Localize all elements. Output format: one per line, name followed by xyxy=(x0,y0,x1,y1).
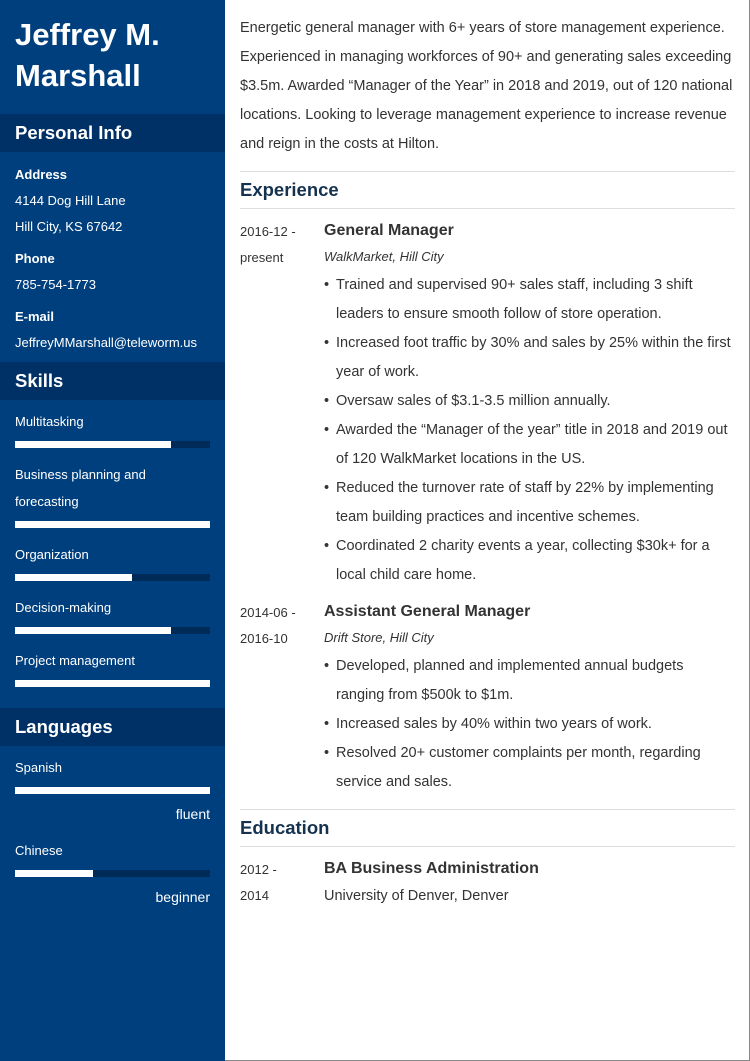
email: JeffreyMMarshall@teleworm.us xyxy=(15,335,198,350)
skill-level-fill xyxy=(15,627,171,634)
skill-name: Business planning and forecasting xyxy=(15,467,146,509)
skills-list xyxy=(0,400,225,708)
bullet-item: • Awarded the “Manager of the year” title in 2018 and 2019 out of 120 WalkMarket locations in the US. xyxy=(324,416,735,474)
skill-level-bar xyxy=(15,574,210,581)
education-entry xyxy=(240,857,735,911)
date-end: present xyxy=(240,250,284,265)
education-dates xyxy=(240,857,324,911)
date-end: 2014 xyxy=(240,888,269,903)
skill-level-bar xyxy=(15,680,210,687)
job-title: Assistant General Manager xyxy=(324,603,531,620)
education-heading: Education xyxy=(240,817,330,838)
skill-name: Project management xyxy=(15,653,135,668)
languages-list xyxy=(0,746,225,928)
job-entry xyxy=(240,219,735,590)
language-level-fill xyxy=(15,870,93,877)
address-label: Address xyxy=(15,167,68,182)
skill-item xyxy=(15,647,210,687)
job-dates xyxy=(240,219,324,590)
skill-name: Decision-making xyxy=(15,600,112,615)
divider xyxy=(240,208,735,209)
skill-level-fill xyxy=(15,574,132,581)
language-item xyxy=(15,754,210,824)
skill-name: Organization xyxy=(15,547,89,562)
skill-level-bar xyxy=(15,627,210,634)
experience-heading: Experience xyxy=(240,179,339,200)
bullet-item: • Increased sales by 40% within two years of work. xyxy=(324,710,735,739)
job-entry xyxy=(240,600,735,797)
skill-item xyxy=(15,408,210,448)
date-start: 2016-12 - xyxy=(240,224,296,239)
job-bullets xyxy=(324,652,735,797)
experience-list xyxy=(240,219,735,797)
language-name: Spanish xyxy=(15,760,62,775)
skills-heading: Skills xyxy=(0,362,225,400)
bullet-item: • Increased foot traffic by 30% and sales by 25% within the first year of work. xyxy=(324,329,735,387)
date-start: 2012 - xyxy=(240,862,277,877)
skill-item xyxy=(15,461,210,528)
bullet-item: • Developed, planned and implemented annual budgets ranging from $500k to $1m. xyxy=(324,652,735,710)
job-bullets xyxy=(324,271,735,590)
bullet-item: • Trained and supervised 90+ sales staff, including 3 shift leaders to ensure smooth follow of store operation. xyxy=(324,271,735,329)
phone-label: Phone xyxy=(15,251,55,266)
job-title: General Manager xyxy=(324,222,454,239)
skill-item xyxy=(15,541,210,581)
address-line1: 4144 Dog Hill Lane xyxy=(15,193,126,208)
email-label: E-mail xyxy=(15,309,55,324)
language-level-fill xyxy=(15,787,210,794)
company: Drift Store, Hill City xyxy=(324,630,434,645)
phone: 785-754-1773 xyxy=(15,277,96,292)
language-level-bar xyxy=(15,787,210,794)
sidebar xyxy=(0,0,225,1061)
school: University of Denver, Denver xyxy=(324,888,509,904)
skill-item xyxy=(15,594,210,634)
date-end: 2016-10 xyxy=(240,631,288,646)
address-line2: Hill City, KS 67642 xyxy=(15,219,123,234)
skill-name: Multitasking xyxy=(15,414,84,429)
bullet-item: • Resolved 20+ customer complaints per month, regarding service and sales. xyxy=(324,739,735,797)
skill-level-bar xyxy=(15,441,210,448)
skill-level-fill xyxy=(15,680,210,687)
language-item xyxy=(15,837,210,907)
job-dates xyxy=(240,600,324,797)
language-level-label: fluent xyxy=(175,806,210,822)
language-level-bar xyxy=(15,870,210,877)
personal-info xyxy=(0,152,225,362)
skill-level-fill xyxy=(15,441,171,448)
date-start: 2014-06 - xyxy=(240,605,296,620)
bullet-item: • Coordinated 2 charity events a year, collecting $30k+ for a local child care home. xyxy=(324,532,735,590)
personal-info-heading: Personal Info xyxy=(0,114,225,152)
languages-heading: Languages xyxy=(0,708,225,746)
bullet-item: • Reduced the turnover rate of staff by 22% by implementing team building practices and incentive schemes. xyxy=(324,474,735,532)
language-name: Chinese xyxy=(15,843,63,858)
divider xyxy=(240,846,735,847)
bullet-item: • Oversaw sales of $3.1-3.5 million annually. xyxy=(324,387,735,416)
main-content xyxy=(240,14,735,911)
degree: BA Business Administration xyxy=(324,860,539,877)
skill-level-fill xyxy=(15,521,210,528)
company: WalkMarket, Hill City xyxy=(324,249,444,264)
candidate-name: Jeffrey M. Marshall xyxy=(15,17,160,93)
language-level-label: beginner xyxy=(155,889,210,905)
skill-level-bar xyxy=(15,521,210,528)
summary: Energetic general manager with 6+ years of store management experience. Experienced in managing workforces of 90+ and generating sales exceeding $3.5m. Awarded “Manager of the Year” in 2018 and 2019, out of 120 national locations. Looking to leverage management experience to increase revenue and reign in the costs at Hilton. xyxy=(240,20,733,152)
